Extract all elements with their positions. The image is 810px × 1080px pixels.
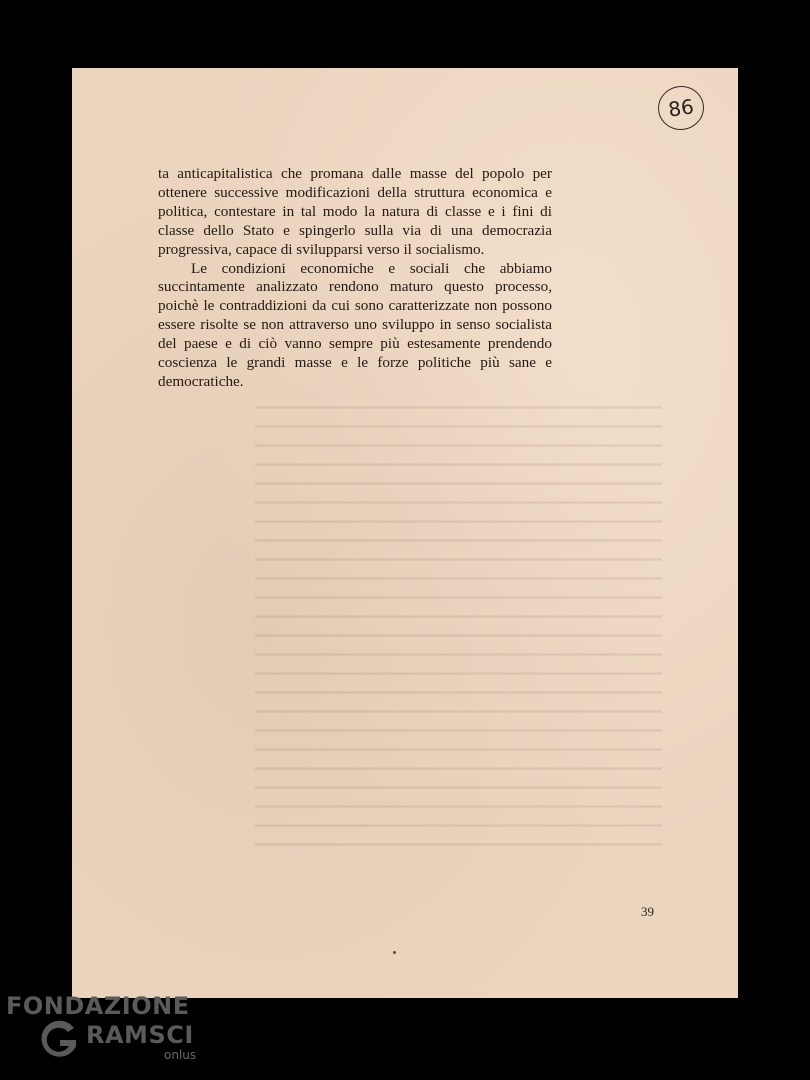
document-page (72, 68, 738, 998)
page-number: 39 (641, 904, 654, 919)
logo-line-1: FONDAZIONE (6, 992, 190, 1020)
body-text (158, 165, 552, 392)
logo-g-icon (34, 1018, 82, 1062)
paragraph: Le condizioni economiche e sociali che abbiamo succintamente analizzato rendono maturo questo processo, poichè le contraddizioni da cui sono caratterizzate non possono essere risolte se non attraverso uno sviluppo in senso socialista del paese e di ciò vanno sempre più estesamente prendendo coscienza le grandi masse e le forze politiche più sane e democratiche. (158, 259, 552, 390)
paragraph: ta anticapitalistica che promana dalle masse del popolo per ottenere successive modificazioni della struttura economica e politica, contestare in tal modo la natura di classe e i fini di classe dello Stato e spingerlo sulla via di una democrazia progressiva, capace di svilupparsi verso il socialismo. (158, 165, 552, 258)
paper-speck (393, 951, 396, 954)
archive-number: 86 (666, 94, 696, 122)
logo-line-3: onlus (164, 1048, 197, 1062)
fondazione-gramsci-logo (6, 988, 206, 1068)
logo-line-2: RAMSCI (86, 1021, 194, 1049)
archive-number-stamp (655, 83, 707, 133)
bleed-through-text: ━━━━━━━━━━━━━━━━━━━━━━━━━━━━━━━━━━━━━━━━━━━━━━━━━━━━ ━━━━━━━━━━━━━━━━━━━━━━━━━━━━━━━━━━━━━━━━━━━━━━━━━━━━ ━━━━━━━━━━━━━━━━━━━━━━━━━━━━━━━━━━━━━━━━━━━━━━━━━━━━ ━━━━━━━━━━━━━━━━━━━━━━━━━━━━━━━━━━━━━━━━━━━━━━━━━━━━ ━━━━━━━━━━━━━━━━━━━━━━━━━━━━━━━━━━━━━━━━━━━━━━━━━━━━ ━━━━━━━━━━━━━━━━━━━━━━━━━━━━━━━━━━━━━━━━━━━━━━━━━━━━ ━━━━━━━━━━━━━━━━━━━━━━━━━━━━━━━━━━━━━━━━━━━━━━━━━━━━ ━━━━━━━━━━━━━━━━━━━━━━━━━━━━━━━━━━━━━━━━━━━━━━━━━━━━ ━━━━━━━━━━━━━━━━━━━━━━━━━━━━━━━━━━━━━━━━━━━━━━━━━━━━ ━━━━━━━━━━━━━━━━━━━━━━━━━━━━━━━━━━━━━━━━━━━━━━━━━━━━ ━━━━━━━━━━━━━━━━━━━━━━━━━━━━━━━━━━━━━━━━━━━━━━━━━━━━ ━━━━━━━━━━━━━━━━━━━━━━━━━━━━━━━━━━━━━━━━━━━━━━━━━━━━ ━━━━━━━━━━━━━━━━━━━━━━━━━━━━━━━━━━━━━━━━━━━━━━━━━━━━ ━━━━━━━━━━━━━━━━━━━━━━━━━━━━━━━━━━━━━━━━━━━━━━━━━━━━ ━━━━━━━━━━━━━━━━━━━━━━━━━━━━━━━━━━━━━━━━━━━━━━━━━━━━ ━━━━━━━━━━━━━━━━━━━━━━━━━━━━━━━━━━━━━━━━━━━━━━━━━━━━ ━━━━━━━━━━━━━━━━━━━━━━━━━━━━━━━━━━━━━━━━━━━━━━━━━━━━ ━━━━━━━━━━━━━━━━━━━━━━━━━━━━━━━━━━━━━━━━━━━━━━━━━━━━ ━━━━━━━━━━━━━━━━━━━━━━━━━━━━━━━━━━━━━━━━━━━━━━━━━━━━ ━━━━━━━━━━━━━━━━━━━━━━━━━━━━━━━━━━━━━━━━━━━━━━━━━━━━ ━━━━━━━━━━━━━━━━━━━━━━━━━━━━━━━━━━━━━━━━━━━━━━━━━━━━ ━━━━━━━━━━━━━━━━━━━━━━━━━━━━━━━━━━━━━━━━━━━━━━━━━━━━ ━━━━━━━━━━━━━━━━━━━━━━━━━━━━━━━━━━━━━━━━━━━━━━━━━━━━ ━━━━━━━━━━━━━━━━━━━━━━━━━━━━━━━━━━━━━━━━━━━━━━━━━━━━ (255, 400, 662, 852)
